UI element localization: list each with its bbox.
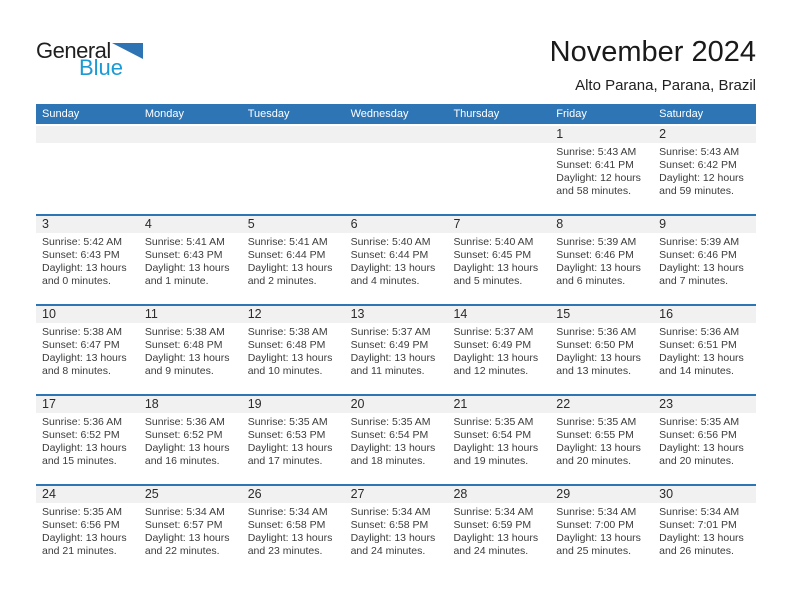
- day-details: [36, 236, 139, 288]
- sunset-text: Sunset: 6:55 PM: [556, 429, 634, 441]
- daylight-text-line1: Daylight: 13 hours: [247, 532, 333, 544]
- day-details: [653, 416, 756, 468]
- day-details: [36, 506, 139, 558]
- daylight-text-line2: and 24 minutes.: [453, 545, 529, 557]
- location-subtitle: Alto Parana, Parana, Brazil: [575, 77, 756, 94]
- sunrise-text: Sunrise: 5:36 AM: [144, 416, 225, 428]
- day-cell: [550, 306, 653, 394]
- sunset-text: Sunset: 6:58 PM: [350, 519, 429, 531]
- sunset-text: Sunset: 6:47 PM: [42, 339, 120, 351]
- day-number: 17: [42, 397, 56, 411]
- day-cell: [139, 306, 242, 394]
- day-number: 19: [247, 397, 262, 411]
- day-details: [139, 326, 242, 378]
- sunset-text: Sunset: 6:46 PM: [556, 249, 634, 261]
- day-details: [550, 416, 653, 468]
- day-cell: [139, 486, 242, 574]
- day-number: 6: [350, 217, 358, 231]
- day-cell: [550, 486, 653, 574]
- day-number: 7: [453, 217, 461, 231]
- day-cell: [139, 396, 242, 484]
- day-details: [345, 236, 448, 288]
- daylight-text-line1: Daylight: 13 hours: [659, 352, 744, 364]
- sunrise-text: Sunrise: 5:42 AM: [42, 236, 122, 248]
- daylight-text-line2: and 26 minutes.: [659, 545, 734, 557]
- day-details: [653, 146, 756, 198]
- day-header-thursday: Thursday: [453, 108, 500, 120]
- daylight-text-line1: Daylight: 13 hours: [42, 352, 127, 364]
- daylight-text-line2: and 23 minutes.: [247, 545, 323, 557]
- week-row: [36, 214, 756, 304]
- day-details: [550, 146, 653, 198]
- page-title: November 2024: [549, 36, 756, 68]
- day-cell: [242, 486, 345, 574]
- daylight-text-line1: Daylight: 12 hours: [556, 172, 641, 184]
- day-header-tuesday: Tuesday: [247, 108, 290, 120]
- day-number: 3: [42, 217, 49, 231]
- sunrise-text: Sunrise: 5:38 AM: [247, 326, 328, 338]
- sunset-text: Sunset: 6:56 PM: [42, 519, 120, 531]
- week-row: [36, 124, 756, 214]
- sunset-text: Sunset: 6:52 PM: [144, 429, 223, 441]
- day-details: [242, 326, 345, 378]
- sunrise-text: Sunrise: 5:34 AM: [144, 506, 225, 518]
- day-cell: [447, 396, 550, 484]
- sunrise-text: Sunrise: 5:36 AM: [556, 326, 637, 338]
- sunrise-text: Sunrise: 5:37 AM: [453, 326, 534, 338]
- sunrise-text: Sunrise: 5:35 AM: [247, 416, 328, 428]
- sunrise-text: Sunrise: 5:34 AM: [556, 506, 637, 518]
- empty-day-cell: [36, 126, 139, 214]
- daylight-text-line1: Daylight: 13 hours: [350, 352, 436, 364]
- sunrise-text: Sunrise: 5:43 AM: [659, 146, 740, 158]
- daylight-text-line1: Daylight: 13 hours: [556, 532, 641, 544]
- empty-day-cell: [345, 126, 448, 214]
- day-cell: [36, 486, 139, 574]
- day-cell: [242, 216, 345, 304]
- daylight-text-line2: and 17 minutes.: [247, 455, 323, 467]
- day-number: 16: [659, 307, 674, 321]
- week-cells: [36, 486, 756, 574]
- sunset-text: Sunset: 6:53 PM: [247, 429, 326, 441]
- day-number: 8: [556, 217, 564, 231]
- daylight-text-line1: Daylight: 13 hours: [247, 352, 333, 364]
- calendar: [36, 104, 756, 574]
- daylight-text-line2: and 4 minutes.: [350, 275, 420, 287]
- day-number: [447, 126, 550, 143]
- daylight-text-line2: and 10 minutes.: [247, 365, 323, 377]
- sunrise-text: Sunrise: 5:35 AM: [556, 416, 637, 428]
- day-details: [36, 326, 139, 378]
- daylight-text-line2: and 19 minutes.: [453, 455, 529, 467]
- daylight-text-line2: and 13 minutes.: [556, 365, 632, 377]
- week-row: [36, 394, 756, 484]
- day-cell: [550, 216, 653, 304]
- day-details: [36, 416, 139, 468]
- daylight-text-line2: and 14 minutes.: [659, 365, 734, 377]
- day-number: 15: [556, 307, 571, 321]
- sunset-text: Sunset: 6:43 PM: [42, 249, 120, 261]
- day-cell: [447, 216, 550, 304]
- day-details: [139, 416, 242, 468]
- day-details: [139, 236, 242, 288]
- sunset-text: Sunset: 6:54 PM: [453, 429, 532, 441]
- day-number: 1: [556, 127, 564, 141]
- day-details: [242, 416, 345, 468]
- sunset-text: Sunset: 6:57 PM: [144, 519, 223, 531]
- day-number: [345, 126, 448, 143]
- day-number: [36, 126, 139, 143]
- daylight-text-line2: and 1 minute.: [144, 275, 209, 287]
- sunrise-text: Sunrise: 5:40 AM: [350, 236, 431, 248]
- daylight-text-line2: and 21 minutes.: [42, 545, 117, 557]
- sunset-text: Sunset: 7:00 PM: [556, 519, 634, 531]
- sunrise-text: Sunrise: 5:36 AM: [659, 326, 740, 338]
- daylight-text-line2: and 24 minutes.: [350, 545, 426, 557]
- day-details: [242, 236, 345, 288]
- day-cell: [653, 216, 756, 304]
- daylight-text-line1: Daylight: 13 hours: [350, 442, 436, 454]
- day-cell: [653, 396, 756, 484]
- day-details: [447, 326, 550, 378]
- day-cell: [36, 216, 139, 304]
- day-number: 29: [556, 487, 571, 501]
- day-cell: [139, 216, 242, 304]
- daylight-text-line2: and 11 minutes.: [350, 365, 425, 377]
- day-number: 22: [556, 397, 571, 411]
- daylight-text-line1: Daylight: 13 hours: [42, 262, 127, 274]
- day-cell: [550, 126, 653, 214]
- daylight-text-line2: and 7 minutes.: [659, 275, 729, 287]
- daylight-text-line1: Daylight: 13 hours: [144, 352, 230, 364]
- sunrise-text: Sunrise: 5:39 AM: [659, 236, 740, 248]
- day-details: [345, 506, 448, 558]
- daylight-text-line2: and 9 minutes.: [144, 365, 214, 377]
- day-cell: [242, 396, 345, 484]
- daylight-text-line1: Daylight: 13 hours: [350, 262, 436, 274]
- logo-word-blue: Blue: [79, 55, 124, 80]
- daylight-text-line2: and 25 minutes.: [556, 545, 632, 557]
- daylight-text-line1: Daylight: 13 hours: [247, 442, 333, 454]
- day-number: 30: [659, 487, 674, 501]
- day-details: [345, 416, 448, 468]
- day-cell: [447, 486, 550, 574]
- daylight-text-line2: and 59 minutes.: [659, 185, 734, 197]
- daylight-text-line1: Daylight: 13 hours: [144, 262, 230, 274]
- sunset-text: Sunset: 6:54 PM: [350, 429, 429, 441]
- sunset-text: Sunset: 6:49 PM: [453, 339, 532, 351]
- sunset-text: Sunset: 6:43 PM: [144, 249, 223, 261]
- sunrise-text: Sunrise: 5:40 AM: [453, 236, 534, 248]
- daylight-text-line1: Daylight: 13 hours: [659, 532, 744, 544]
- day-number: 14: [453, 307, 468, 321]
- daylight-text-line1: Daylight: 13 hours: [556, 352, 641, 364]
- daylight-text-line1: Daylight: 13 hours: [659, 262, 744, 274]
- sunrise-text: Sunrise: 5:39 AM: [556, 236, 637, 248]
- calendar-body: [36, 124, 756, 574]
- daylight-text-line2: and 0 minutes.: [42, 275, 111, 287]
- sunset-text: Sunset: 6:56 PM: [659, 429, 737, 441]
- day-number: 23: [659, 397, 674, 411]
- day-number: [139, 126, 242, 143]
- sunrise-text: Sunrise: 5:41 AM: [247, 236, 328, 248]
- day-cell: [345, 216, 448, 304]
- day-cell: [345, 396, 448, 484]
- sunrise-text: Sunrise: 5:38 AM: [42, 326, 122, 338]
- daylight-text-line1: Daylight: 13 hours: [42, 532, 127, 544]
- sunrise-text: Sunrise: 5:41 AM: [144, 236, 225, 248]
- day-number: 18: [144, 397, 159, 411]
- daylight-text-line1: Daylight: 13 hours: [42, 442, 127, 454]
- day-cell: [653, 486, 756, 574]
- daylight-text-line1: Daylight: 13 hours: [453, 442, 539, 454]
- daylight-text-line1: Daylight: 13 hours: [453, 262, 539, 274]
- sunset-text: Sunset: 6:49 PM: [350, 339, 429, 351]
- sunset-text: Sunset: 6:59 PM: [453, 519, 532, 531]
- week-cells: [36, 216, 756, 304]
- sunrise-text: Sunrise: 5:37 AM: [350, 326, 431, 338]
- daylight-text-line1: Daylight: 13 hours: [247, 262, 333, 274]
- sunrise-text: Sunrise: 5:35 AM: [42, 506, 122, 518]
- day-number: 26: [247, 487, 262, 501]
- day-header-monday: Monday: [144, 108, 184, 120]
- sunrise-text: Sunrise: 5:43 AM: [556, 146, 637, 158]
- day-cell: [345, 486, 448, 574]
- daylight-text-line2: and 5 minutes.: [453, 275, 523, 287]
- sunset-text: Sunset: 6:44 PM: [350, 249, 429, 261]
- sunset-text: Sunset: 6:48 PM: [144, 339, 223, 351]
- day-number: 13: [350, 307, 365, 321]
- day-cell: [550, 396, 653, 484]
- week-row: [36, 304, 756, 394]
- day-cell: [36, 396, 139, 484]
- sunrise-text: Sunrise: 5:36 AM: [42, 416, 122, 428]
- week-cells: [36, 396, 756, 484]
- sunset-text: Sunset: 6:58 PM: [247, 519, 326, 531]
- daylight-text-line2: and 16 minutes.: [144, 455, 220, 467]
- sunrise-text: Sunrise: 5:35 AM: [350, 416, 431, 428]
- daylight-text-line2: and 20 minutes.: [556, 455, 632, 467]
- sunset-text: Sunset: 6:45 PM: [453, 249, 532, 261]
- sunset-text: Sunset: 6:46 PM: [659, 249, 737, 261]
- day-details: [653, 236, 756, 288]
- daylight-text-line1: Daylight: 13 hours: [144, 442, 230, 454]
- day-cell: [36, 306, 139, 394]
- day-details: [139, 506, 242, 558]
- week-row: [36, 484, 756, 574]
- sunrise-text: Sunrise: 5:34 AM: [350, 506, 431, 518]
- daylight-text-line1: Daylight: 13 hours: [556, 442, 641, 454]
- day-number: [242, 126, 345, 143]
- day-header-friday: Friday: [556, 108, 587, 120]
- sunrise-text: Sunrise: 5:35 AM: [659, 416, 740, 428]
- day-cell: [447, 306, 550, 394]
- sunset-text: Sunset: 6:51 PM: [659, 339, 737, 351]
- daylight-text-line2: and 20 minutes.: [659, 455, 734, 467]
- daylight-text-line2: and 22 minutes.: [144, 545, 220, 557]
- daylight-text-line1: Daylight: 13 hours: [144, 532, 230, 544]
- empty-day-cell: [447, 126, 550, 214]
- sunset-text: Sunset: 6:48 PM: [247, 339, 326, 351]
- day-number: 4: [144, 217, 152, 231]
- daylight-text-line2: and 12 minutes.: [453, 365, 529, 377]
- day-details: [242, 506, 345, 558]
- day-details: [550, 326, 653, 378]
- sunrise-text: Sunrise: 5:35 AM: [453, 416, 534, 428]
- daylight-text-line1: Daylight: 13 hours: [453, 532, 539, 544]
- daylight-text-line2: and 2 minutes.: [247, 275, 317, 287]
- week-cells: [36, 126, 756, 214]
- day-header-sunday: Sunday: [42, 108, 80, 120]
- day-details: [550, 506, 653, 558]
- day-details: [447, 506, 550, 558]
- day-cell: [653, 306, 756, 394]
- daylight-text-line2: and 6 minutes.: [556, 275, 626, 287]
- sunset-text: Sunset: 6:41 PM: [556, 159, 634, 171]
- day-details: [447, 236, 550, 288]
- day-of-week-header-row: [36, 104, 756, 124]
- day-number: 11: [144, 307, 158, 321]
- day-number: 12: [247, 307, 262, 321]
- daylight-text-line1: Daylight: 13 hours: [659, 442, 744, 454]
- daylight-text-line1: Daylight: 13 hours: [350, 532, 436, 544]
- daylight-text-line2: and 8 minutes.: [42, 365, 111, 377]
- sunset-text: Sunset: 6:52 PM: [42, 429, 120, 441]
- sunrise-text: Sunrise: 5:38 AM: [144, 326, 225, 338]
- day-details: [550, 236, 653, 288]
- sunset-text: Sunset: 6:44 PM: [247, 249, 326, 261]
- empty-day-cell: [139, 126, 242, 214]
- day-header-saturday: Saturday: [659, 108, 704, 120]
- week-cells: [36, 306, 756, 394]
- sunset-text: Sunset: 6:50 PM: [556, 339, 634, 351]
- day-number: 20: [350, 397, 365, 411]
- sunset-text: Sunset: 7:01 PM: [659, 519, 737, 531]
- day-details: [653, 506, 756, 558]
- day-number: 21: [453, 397, 468, 411]
- day-number: 2: [659, 127, 667, 141]
- day-details: [447, 416, 550, 468]
- daylight-text-line1: Daylight: 12 hours: [659, 172, 744, 184]
- day-details: [653, 326, 756, 378]
- sunrise-text: Sunrise: 5:34 AM: [453, 506, 534, 518]
- day-number: 24: [42, 487, 56, 501]
- general-blue-logo: [36, 40, 143, 78]
- sunrise-text: Sunrise: 5:34 AM: [247, 506, 328, 518]
- day-cell: [345, 306, 448, 394]
- day-header-wednesday: Wednesday: [350, 108, 409, 120]
- empty-day-cell: [242, 126, 345, 214]
- day-details: [345, 326, 448, 378]
- day-number: 25: [144, 487, 159, 501]
- daylight-text-line2: and 58 minutes.: [556, 185, 632, 197]
- day-cell: [242, 306, 345, 394]
- logo-word-general: General: [36, 38, 111, 63]
- daylight-text-line1: Daylight: 13 hours: [556, 262, 641, 274]
- sunrise-text: Sunrise: 5:34 AM: [659, 506, 740, 518]
- day-number: 28: [453, 487, 468, 501]
- day-cell: [653, 126, 756, 214]
- daylight-text-line2: and 15 minutes.: [42, 455, 117, 467]
- daylight-text-line2: and 18 minutes.: [350, 455, 426, 467]
- sunset-text: Sunset: 6:42 PM: [659, 159, 737, 171]
- daylight-text-line1: Daylight: 13 hours: [453, 352, 539, 364]
- day-number: 9: [659, 217, 667, 231]
- day-number: 10: [42, 307, 56, 321]
- day-number: 27: [350, 487, 365, 501]
- day-number: 5: [247, 217, 255, 231]
